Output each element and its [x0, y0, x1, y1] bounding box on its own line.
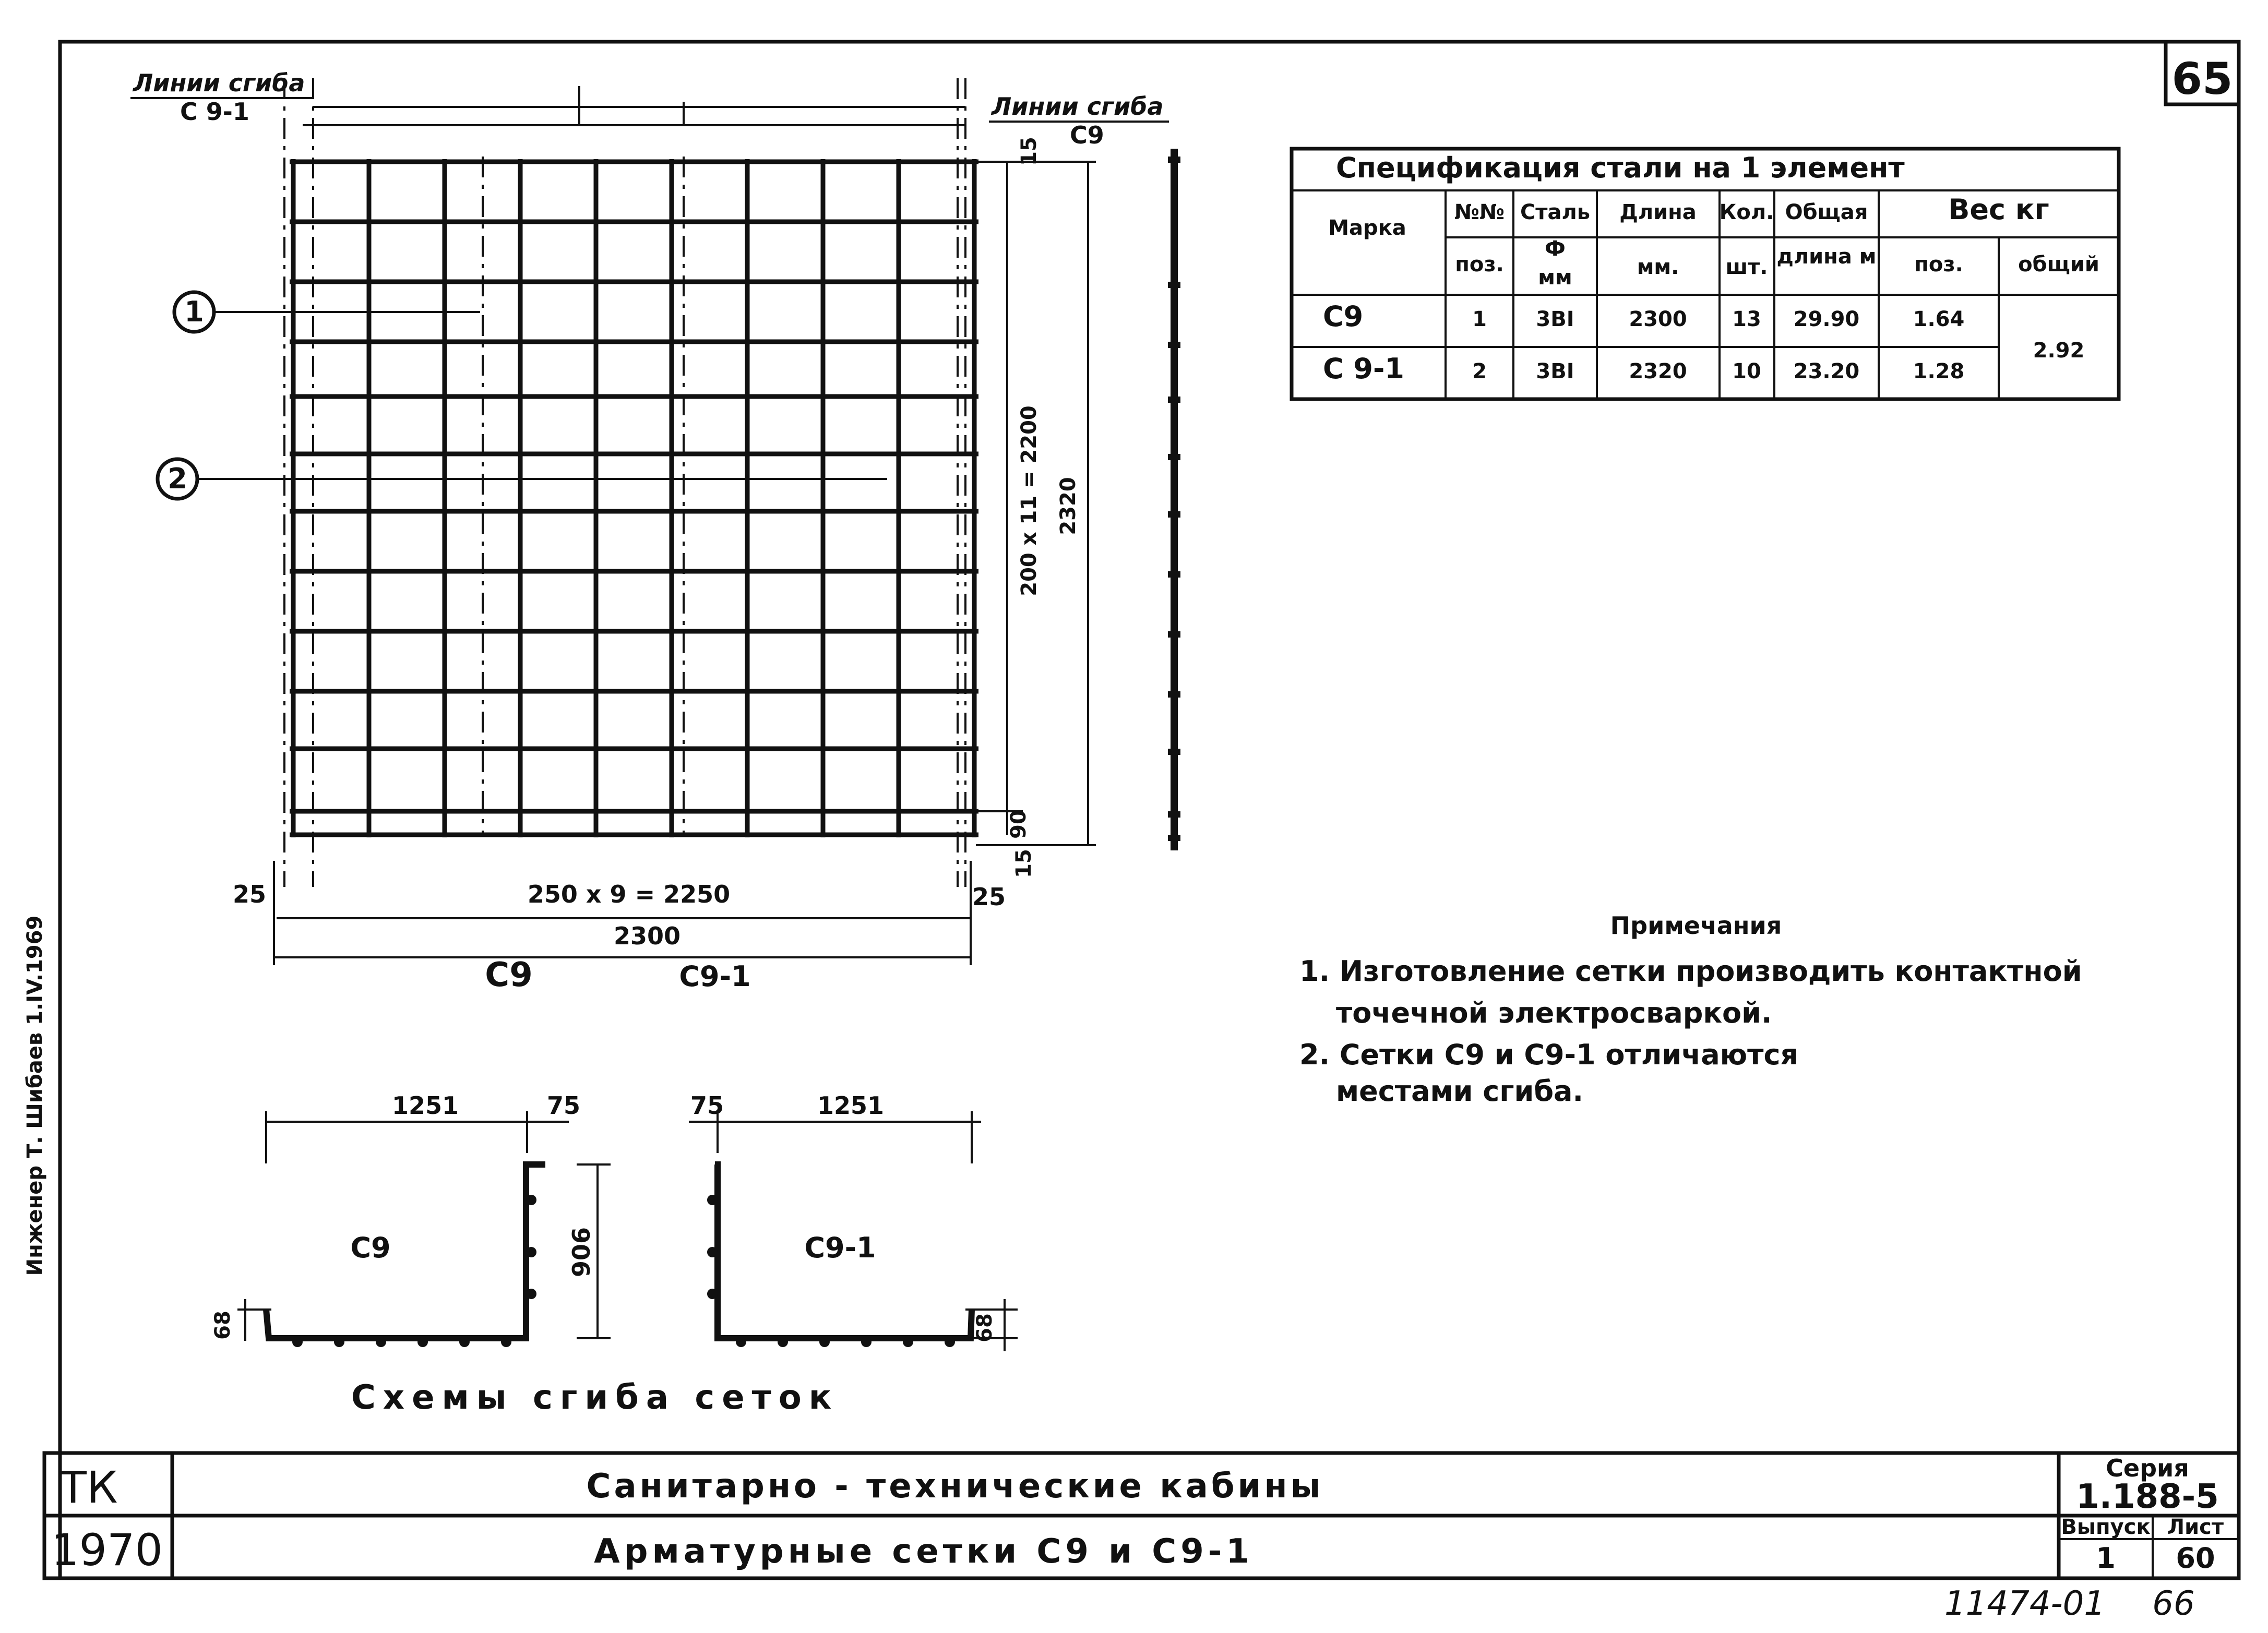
- scheme-left: [237, 1111, 611, 1347]
- spec-header-steel: Сталь: [1520, 200, 1591, 224]
- label-c9: С9: [485, 956, 533, 994]
- dim-right-edge: 25: [972, 883, 1006, 911]
- spec-header-mm1: мм: [1538, 266, 1572, 290]
- horizontal-bars: [290, 162, 978, 835]
- spec-row-2-steel: 3ВI: [1536, 359, 1574, 383]
- scheme-left-dim-small: 75: [546, 1091, 581, 1120]
- vertical-bars: [293, 159, 974, 837]
- spec-header-weight: Вес кг: [1948, 193, 2049, 226]
- issue-label: Выпуск: [2061, 1515, 2151, 1539]
- series-value: 1.188-5: [2076, 1478, 2219, 1516]
- spec-row-2-total-length: 23.20: [1793, 359, 1860, 383]
- spec-row-1-length: 2300: [1629, 307, 1687, 331]
- title-sub: Арматурные сетки С9 и С9-1: [594, 1532, 1254, 1571]
- bend-right-mark: С9: [1070, 121, 1104, 149]
- dim-left-edge: 25: [232, 880, 267, 908]
- spec-row-2-length: 2320: [1629, 359, 1687, 383]
- bend-left-label: Линии сгиба: [133, 69, 305, 97]
- schemes-caption: Схемы сгиба сеток: [351, 1378, 839, 1417]
- note-2-line-1: 2. Сетки С9 и С9-1 отличаются: [1299, 1038, 1799, 1071]
- side-stamp: Инженер Т. Шибаев 1.IV.1969: [23, 915, 47, 1276]
- dim-horizontal-pitch: 250 x 9 = 2250: [527, 880, 731, 908]
- sheet-label: Лист: [2167, 1515, 2224, 1539]
- spec-row-1-pos: 1: [1472, 307, 1487, 331]
- title-main: Санитарно - технические кабины: [586, 1467, 1324, 1506]
- spec-row-1-steel: 3ВI: [1536, 307, 1574, 331]
- spec-header-total-length: Общая: [1785, 200, 1868, 224]
- scheme-right-dim-side: 68: [973, 1313, 997, 1342]
- spec-header-length: Длина: [1619, 200, 1697, 224]
- spec-header-weight-pos: поз.: [1914, 253, 1963, 277]
- footer-code: 11474-01: [1944, 1584, 2106, 1623]
- dim-bottom-inner-90: 90: [1007, 810, 1031, 839]
- notes-title: Примечания: [1610, 911, 1782, 940]
- bend-left-mark: С 9-1: [180, 98, 249, 126]
- bend-lines: [284, 78, 965, 887]
- spec-row-1-total-length: 29.90: [1793, 307, 1860, 331]
- spec-row-2-weight-pos: 1.28: [1913, 359, 1965, 383]
- spec-row-1-mark: С9: [1323, 300, 1364, 333]
- mesh-side-view: [1168, 149, 1180, 850]
- scheme-left-label: С9: [350, 1231, 391, 1264]
- sheet-number: 65: [2171, 53, 2233, 104]
- scheme-right-label: С9-1: [804, 1231, 876, 1264]
- scheme-right-dim-small: 75: [690, 1091, 724, 1120]
- series-label: Серия: [2106, 1454, 2189, 1482]
- spec-header-total-length-unit: длина м: [1776, 245, 1877, 269]
- spec-row-1-weight-pos: 1.64: [1913, 307, 1965, 331]
- spec-row-2-mark: С 9-1: [1323, 352, 1404, 385]
- spec-row-2-pos: 2: [1472, 359, 1487, 383]
- scheme-left-dim-side: 68: [211, 1311, 235, 1340]
- scheme-left-dim-top: 1251: [391, 1091, 459, 1120]
- spec-title: Спецификация стали на 1 элемент: [1336, 151, 1905, 184]
- note-1-line-2: точечной электросваркой.: [1336, 996, 1772, 1029]
- spec-row-2: [1323, 352, 1964, 385]
- top-dimension: [303, 86, 965, 125]
- spec-header-mark: Марка: [1328, 216, 1406, 240]
- scheme-height: 906: [567, 1227, 595, 1278]
- callout-2-number: 2: [168, 462, 187, 495]
- sheet-value: 60: [2176, 1542, 2215, 1575]
- mesh-drawing: [284, 78, 978, 887]
- dim-vertical-pitch: 200 x 11 = 2200: [1017, 405, 1041, 596]
- note-1-line-1: 1. Изготовление сетки производить контактной: [1299, 955, 2082, 988]
- spec-header-pos: поз.: [1455, 253, 1504, 277]
- footer-page: 66: [2152, 1584, 2195, 1623]
- title-year: 1970: [51, 1524, 163, 1576]
- dim-vertical-total: 2320: [1056, 477, 1080, 535]
- dim-bottom-15: 15: [1012, 849, 1036, 878]
- title-org: ТК: [59, 1462, 118, 1513]
- spec-row-1-qty: 13: [1732, 307, 1761, 331]
- scheme-right-dim-top: 1251: [817, 1091, 885, 1120]
- spec-header-nn: №№: [1454, 200, 1505, 224]
- spec-row-2-qty: 10: [1732, 359, 1761, 383]
- spec-header-weight-total: общий: [2018, 253, 2099, 277]
- bend-right-label: Линии сгиба: [992, 92, 1164, 121]
- callout-1: [174, 292, 480, 332]
- callout-1-number: 1: [184, 295, 204, 328]
- issue-value: 1: [2096, 1542, 2116, 1575]
- spec-header-phi: Ф: [1545, 237, 1566, 261]
- note-2-line-2: местами сгиба.: [1336, 1075, 1584, 1108]
- spec-weight-total-value: 2.92: [2033, 339, 2085, 363]
- spec-header-mm2: мм.: [1637, 255, 1679, 279]
- spec-header-pcs: шт.: [1725, 255, 1768, 279]
- spec-row-1: [1323, 300, 1964, 333]
- spec-table: [1292, 149, 2119, 399]
- dim-top-15: 15: [1017, 137, 1041, 166]
- label-c9-1: С9-1: [679, 960, 751, 993]
- spec-header-qty: Кол.: [1719, 200, 1774, 224]
- dim-horizontal-total: 2300: [613, 922, 681, 950]
